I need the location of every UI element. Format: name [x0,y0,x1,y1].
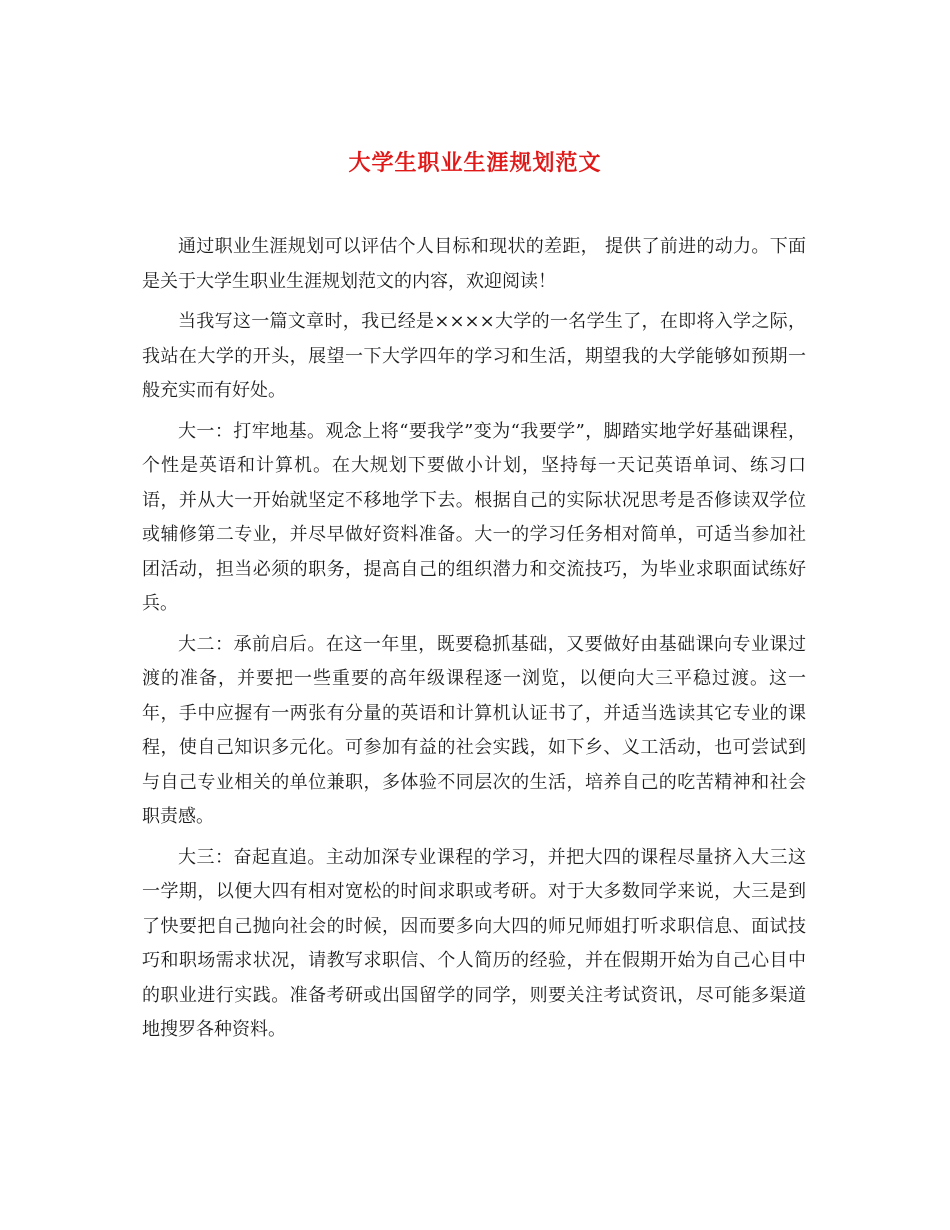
paragraph-intro: 通过职业生涯规划可以评估个人目标和现状的差距， 提供了前进的动力。下面是关于大学生职业生涯规划范文的内容，欢迎阅读！ [142,236,806,292]
paragraph-year-two: 大二：承前启后。在这一年里，既要稳抓基础，又要做好由基础课向专业课过渡的准备，并要把一些重要的高年级课程逐一浏览，以便向大三平稳过渡。这一年，手中应握有一两张有分量的英语和计算机认证书了，并适当选读其它专业的课程，使自己知识多元化。可参加有益的社会实践，如下乡、义工活动，也可尝试到与自己专业相关的单位兼职，多体验不同层次的生活，培养自己的吃苦精神和社会职责感。 [142,633,806,827]
paragraph-year-one: 大一：打牢地基。观念上将“要我学”变为“我要学”，脚踏实地学好基础课程，个性是英语和计算机。在大规划下要做小计划，坚持每一天记英语单词、练习口语，并从大一开始就坚定不移地学下去。根据自己的实际状况思考是否修读双学位或辅修第二专业，并尽早做好资料准备。大一的学习任务相对简单，可适当参加社团活动，担当必须的职务，提高自己的组织潜力和交流技巧，为毕业求职面试练好兵。 [142,420,806,614]
paragraph-opening: 当我写这一篇文章时，我已经是××××大学的一名学生了，在即将入学之际，我站在大学的开头，展望一下大学四年的学习和生活，期望我的大学能够如预期一般充实而有好处。 [142,311,806,401]
document-title: 大学生职业生涯规划范文 [348,150,602,176]
document-body [142,230,806,1054]
paragraph-year-three: 大三：奋起直追。主动加深专业课程的学习，并把大四的课程尽量挤入大三这一学期，以便大四有相对宽松的时间求职或考研。对于大多数同学来说，大三是到了快要把自己抛向社会的时候，因而要多向大四的师兄师姐打听求职信息、面试技巧和职场需求状况，请教写求职信、个人简历的经验，并在假期开始为自己心目中的职业进行实践。准备考研或出国留学的同学，则要关注考试资讯，尽可能多渠道地搜罗各种资料。 [142,846,806,1040]
